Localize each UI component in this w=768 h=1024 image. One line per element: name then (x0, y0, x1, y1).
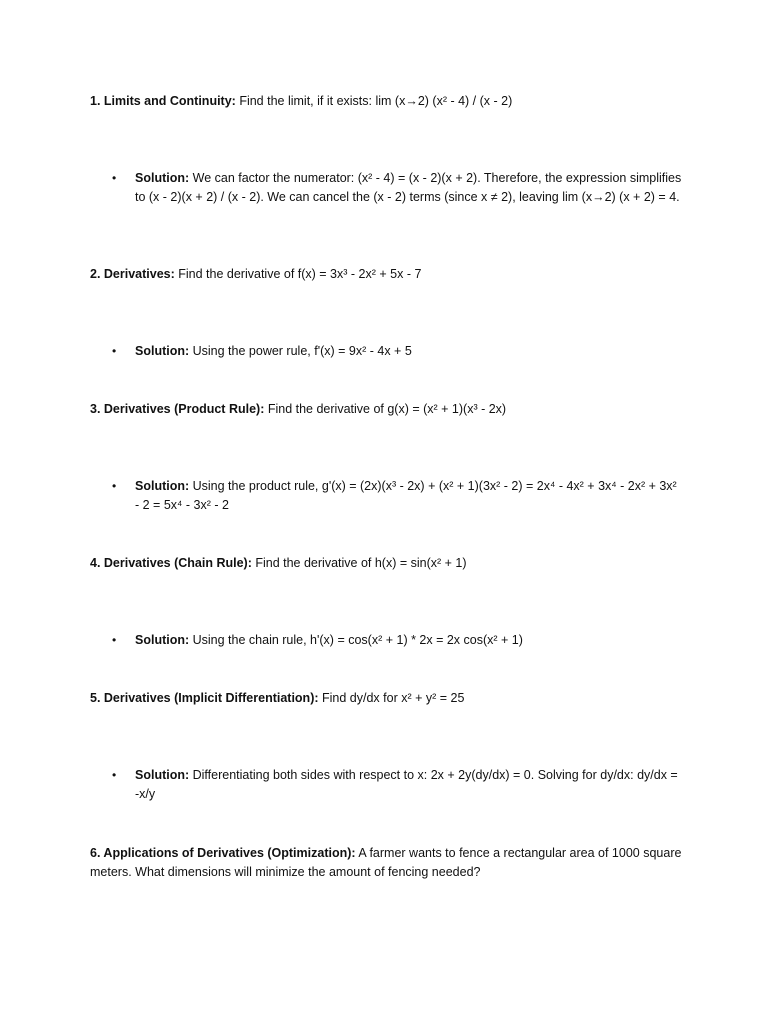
bullet-icon: • (112, 479, 117, 493)
problem-5 (90, 689, 690, 708)
solution-3 (112, 477, 683, 515)
problem-2-heading: 2. Derivatives: (90, 267, 175, 281)
problem-4-text: Find the derivative of h(x) = sin(x² + 1) (251, 556, 467, 570)
solution-4 (112, 631, 683, 650)
solution-5-text: Differentiating both sides with respect to x: 2x + 2y(dy/dx) = 0. Solving for dy/dx: dy/dx = -x/y (135, 768, 678, 801)
problem-3 (90, 400, 690, 419)
solution-2-text: Using the power rule, f'(x) = 9x² - 4x + 5 (189, 344, 412, 358)
problem-6-text: A farmer wants to fence a rectangular area of 1000 square meters. What dimensions will minimize the amount of fencing needed? (90, 846, 682, 879)
solution-5-label: Solution: (135, 768, 190, 782)
problem-5-text: Find dy/dx for x² + y² = 25 (318, 691, 465, 705)
solution-4-label: Solution: (135, 633, 190, 647)
problem-1 (90, 92, 690, 111)
solution-3-text: Using the product rule, g'(x) = (2x)(x³ - 2x) + (x² + 1)(3x² - 2) = 2x⁴ - 4x² + 3x⁴ - 2x² + 3x² - 2 = 5x⁴ - 3x² - 2 (135, 479, 677, 512)
problem-2-text: Find the derivative of f(x) = 3x³ - 2x² + 5x - 7 (174, 267, 422, 281)
problem-6-heading: 6. Applications of Derivatives (Optimization): (90, 846, 356, 860)
problem-5-heading: 5. Derivatives (Implicit Differentiation): (90, 691, 319, 705)
solution-2 (112, 342, 683, 361)
solution-1-label: Solution: (135, 171, 190, 185)
problem-1-text: Find the limit, if it exists: lim (x→2) (x² - 4) / (x - 2) (235, 94, 513, 108)
solution-2-label: Solution: (135, 344, 190, 358)
problem-4-heading: 4. Derivatives (Chain Rule): (90, 556, 252, 570)
bullet-icon: • (112, 633, 117, 647)
solution-1 (112, 169, 683, 207)
bullet-icon: • (112, 344, 117, 358)
problem-4 (90, 554, 690, 573)
solution-1-text: We can factor the numerator: (x² - 4) = (x - 2)(x + 2). Therefore, the expression simplifies to (x - 2)(x + 2) / (x - 2). We can cancel the (x - 2) terms (since x ≠ 2), leaving lim (x→2) (x + 2) = 4. (135, 171, 682, 204)
problem-3-text: Find the derivative of g(x) = (x² + 1)(x³ - 2x) (264, 402, 507, 416)
solution-3-label: Solution: (135, 479, 190, 493)
solution-5 (112, 766, 683, 804)
problem-3-heading: 3. Derivatives (Product Rule): (90, 402, 265, 416)
problem-6 (90, 844, 690, 882)
problem-1-heading: 1. Limits and Continuity: (90, 94, 236, 108)
bullet-icon: • (112, 768, 117, 782)
bullet-icon: • (112, 171, 117, 185)
problem-2 (90, 265, 690, 284)
solution-4-text: Using the chain rule, h'(x) = cos(x² + 1) * 2x = 2x cos(x² + 1) (189, 633, 523, 647)
